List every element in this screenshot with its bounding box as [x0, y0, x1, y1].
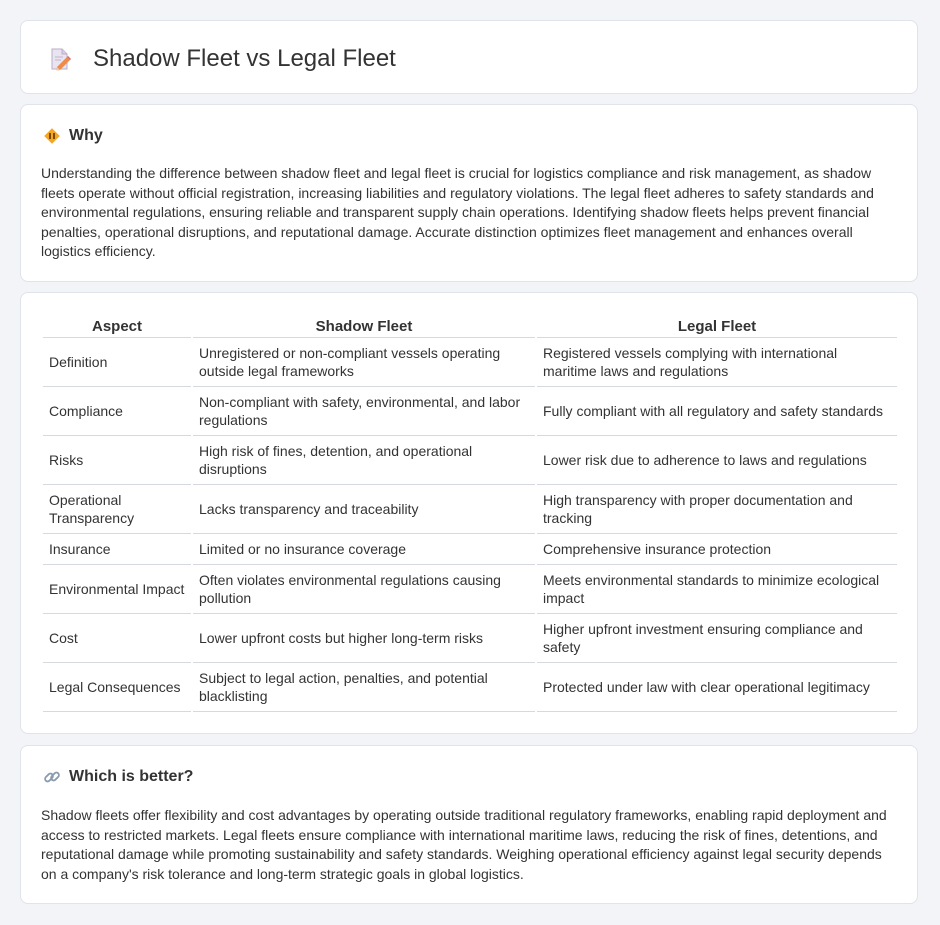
row-aspect: Operational Transparency	[43, 485, 191, 534]
why-text: Understanding the difference between shadow fleet and legal fleet is crucial for logistics compliance and risk management, as shadow fleets operate without official registration, increasing liabilities and regulatory violations. The legal fleet adheres to safety standards and environmental regulations, ensuring reliable and transparent supply chain operations. Identifying shadow fleets helps prevent financial penalties, operational disruptions, and reputational damage. Accurate distinction optimizes fleet management and enhances overall logistics efficiency.	[41, 165, 874, 260]
row-legal-fleet: Registered vessels complying with international maritime laws and regulations	[537, 338, 897, 387]
row-shadow-fleet: Subject to legal action, penalties, and potential blacklisting	[193, 663, 535, 712]
row-aspect: Cost	[43, 614, 191, 663]
table-row	[43, 436, 897, 485]
row-legal-fleet: Protected under law with clear operational legitimacy	[537, 663, 897, 712]
row-legal-fleet: Meets environmental standards to minimize ecological impact	[537, 565, 897, 614]
row-shadow-fleet: Lacks transparency and traceability	[193, 485, 535, 534]
table-row	[43, 387, 897, 436]
title-row	[47, 45, 396, 73]
row-aspect: Insurance	[43, 534, 191, 565]
which-is-better-card	[20, 745, 918, 904]
which-is-better-text: Shadow fleets offer flexibility and cost advantages by operating outside traditional regulatory frameworks, enabling rapid deployment and access to restricted markets. Legal fleets ensure compliance with international maritime laws, reducing the risk of fines, detentions, and reputational damage while promoting sustainability and safety standards. Weighing operational efficiency against legal security depends on a company's risk tolerance and long-term strategic goals in global logistics.	[41, 807, 887, 882]
edit-document-icon	[47, 46, 73, 72]
which-is-better-heading	[43, 768, 193, 786]
comparison-table	[41, 315, 899, 712]
why-title: Why	[69, 127, 103, 144]
table-row	[43, 663, 897, 712]
row-shadow-fleet: Limited or no insurance coverage	[193, 534, 535, 565]
row-shadow-fleet: Non-compliant with safety, environmental, and labor regulations	[193, 387, 535, 436]
row-legal-fleet: Comprehensive insurance protection	[537, 534, 897, 565]
row-shadow-fleet: Lower upfront costs but higher long-term risks	[193, 614, 535, 663]
table-row	[43, 614, 897, 663]
row-aspect: Compliance	[43, 387, 191, 436]
row-legal-fleet: Fully compliant with all regulatory and safety standards	[537, 387, 897, 436]
column-header-legal-fleet: Legal Fleet	[537, 315, 897, 338]
row-aspect: Risks	[43, 436, 191, 485]
column-header-aspect: Aspect	[43, 315, 191, 338]
row-shadow-fleet: Often violates environmental regulations causing pollution	[193, 565, 535, 614]
table-header-row	[43, 315, 897, 338]
row-legal-fleet: High transparency with proper documentation and tracking	[537, 485, 897, 534]
table-row	[43, 338, 897, 387]
row-aspect: Legal Consequences	[43, 663, 191, 712]
link-icon	[43, 768, 61, 786]
row-shadow-fleet: High risk of fines, detention, and operational disruptions	[193, 436, 535, 485]
table-row	[43, 534, 897, 565]
why-heading	[43, 127, 103, 145]
table-row	[43, 565, 897, 614]
which-is-better-title: Which is better?	[69, 768, 194, 785]
column-header-shadow-fleet: Shadow Fleet	[193, 315, 535, 338]
page-title: Shadow Fleet vs Legal Fleet	[93, 45, 396, 72]
why-card	[20, 104, 918, 282]
row-shadow-fleet: Unregistered or non-compliant vessels operating outside legal frameworks	[193, 338, 535, 387]
diamond-warning-icon	[43, 127, 61, 145]
title-card	[20, 20, 918, 94]
row-aspect: Environmental Impact	[43, 565, 191, 614]
row-legal-fleet: Lower risk due to adherence to laws and regulations	[537, 436, 897, 485]
row-legal-fleet: Higher upfront investment ensuring compliance and safety	[537, 614, 897, 663]
row-aspect: Definition	[43, 338, 191, 387]
table-row	[43, 485, 897, 534]
comparison-card	[20, 292, 918, 734]
